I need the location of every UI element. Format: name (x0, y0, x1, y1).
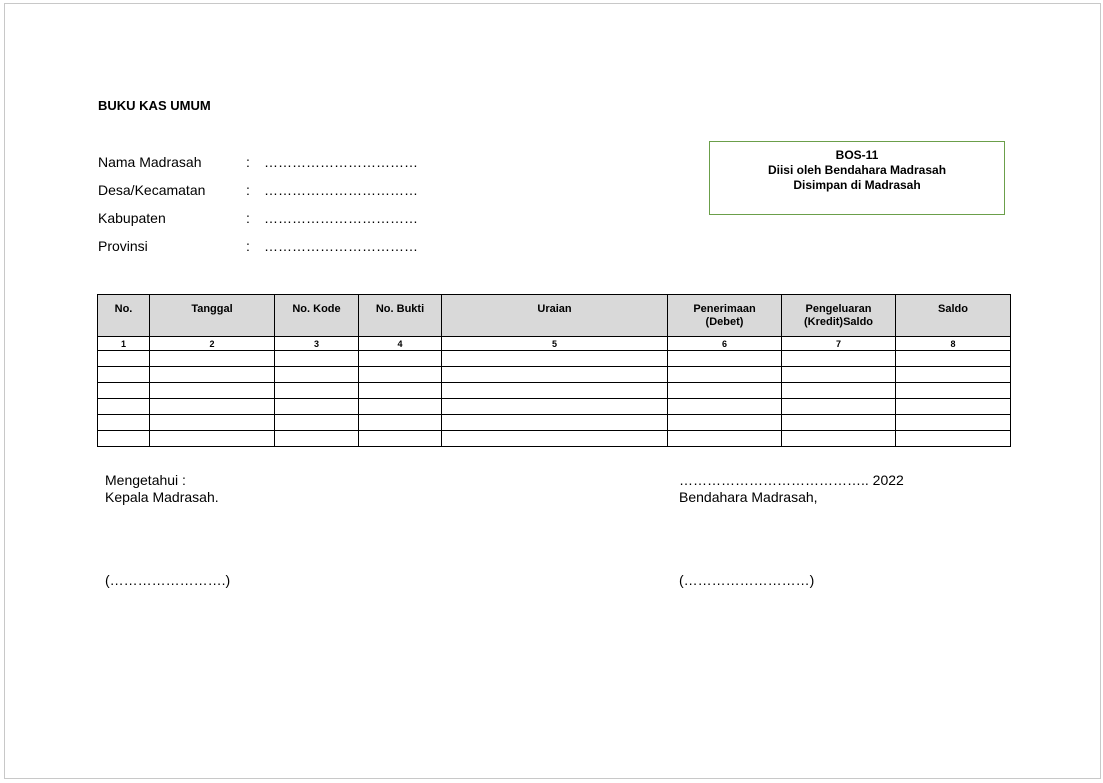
acknowledgement-label: Mengetahui : (105, 472, 186, 488)
table-row (98, 431, 1011, 447)
place-date-line: ………………………………….. 2022 (679, 472, 904, 488)
table-row (98, 367, 1011, 383)
column-number: 3 (275, 337, 359, 351)
header-penerimaan: Penerimaan (Debet) (668, 295, 782, 337)
document-title: BUKU KAS UMUM (98, 98, 211, 113)
column-number: 4 (359, 337, 442, 351)
column-number: 6 (668, 337, 782, 351)
info-value: …………………………… (264, 238, 418, 254)
signature-right-name: (………………………) (679, 572, 815, 588)
table-row (98, 415, 1011, 431)
header-no-bukti: No. Bukti (359, 295, 442, 337)
info-label: Desa/Kecamatan (98, 182, 206, 198)
headmaster-title: Kepala Madrasah. (105, 489, 219, 505)
form-code: BOS-11 (835, 148, 879, 162)
table-row (98, 399, 1011, 415)
info-colon: : (246, 154, 250, 170)
column-number: 7 (782, 337, 896, 351)
signature-right (679, 472, 904, 506)
info-colon: : (246, 210, 250, 226)
info-value: …………………………… (264, 154, 418, 170)
column-number-row (98, 337, 1011, 351)
header-saldo: Saldo (896, 295, 1011, 337)
info-colon: : (246, 238, 250, 254)
signature-left-name: (…………………….) (105, 572, 231, 588)
info-label: Nama Madrasah (98, 154, 202, 170)
column-number: 8 (896, 337, 1011, 351)
header-tanggal: Tanggal (150, 295, 275, 337)
header-no: No. (98, 295, 150, 337)
header-no-kode: No. Kode (275, 295, 359, 337)
form-storage-note: Disimpan di Madrasah (793, 178, 921, 192)
form-code-box (709, 141, 1005, 215)
info-value: …………………………… (264, 182, 418, 198)
header-pengeluaran: Pengeluaran (Kredit)Saldo (782, 295, 896, 337)
cash-book-table (97, 294, 1011, 447)
signature-left (105, 472, 219, 506)
column-number: 2 (150, 337, 275, 351)
info-value: …………………………… (264, 210, 418, 226)
form-fill-note: Diisi oleh Bendahara Madrasah (767, 163, 947, 177)
info-label: Provinsi (98, 238, 148, 254)
table-header-row (98, 295, 1011, 337)
column-number: 1 (98, 337, 150, 351)
column-number: 5 (442, 337, 668, 351)
header-uraian: Uraian (442, 295, 668, 337)
table-row (98, 351, 1011, 367)
table-row (98, 383, 1011, 399)
treasurer-title: Bendahara Madrasah, (679, 489, 818, 505)
info-colon: : (246, 182, 250, 198)
info-label: Kabupaten (98, 210, 166, 226)
